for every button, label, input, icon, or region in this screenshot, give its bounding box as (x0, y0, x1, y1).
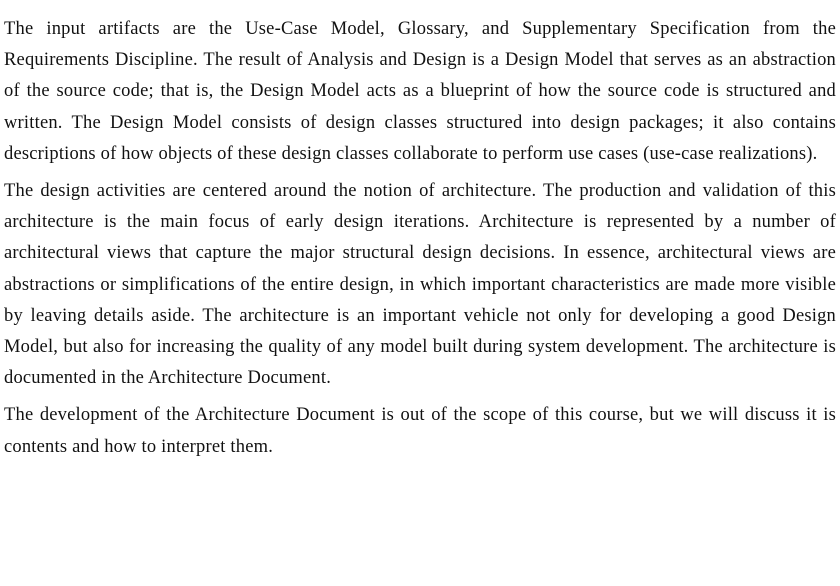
document-body (4, 14, 836, 463)
paragraph-architecture-document: The development of the Architecture Document is out of the scope of this course, but we will discuss it is contents and how to interpret them. (4, 405, 836, 457)
paragraph-design-activities: The design activities are centered around the notion of architecture. The production and validation of this architecture is the main focus of early design iterations. Architecture is represented by a number of architectural views that capture the major structural design decisions. In essence, architectural views are abstractions or simplifications of the entire design, in which important characteristics are made more visible by leaving details aside. The architecture is an important vehicle not only for developing a good Design Model, but also for increasing the quality of any model built during system development. The architecture is documented in the Architecture Document. (4, 181, 836, 389)
paragraph-input-artifacts: The input artifacts are the Use-Case Model, Glossary, and Supplementary Specification from the Requirements Discipline. The result of Analysis and Design is a Design Model that serves as an abstraction of the source code; that is, the Design Model acts as a blueprint of how the source code is structured and written. The Design Model consists of design classes structured into design packages; it also contains descriptions of how objects of these design classes collaborate to perform use cases (use-case realizations). (4, 19, 836, 164)
